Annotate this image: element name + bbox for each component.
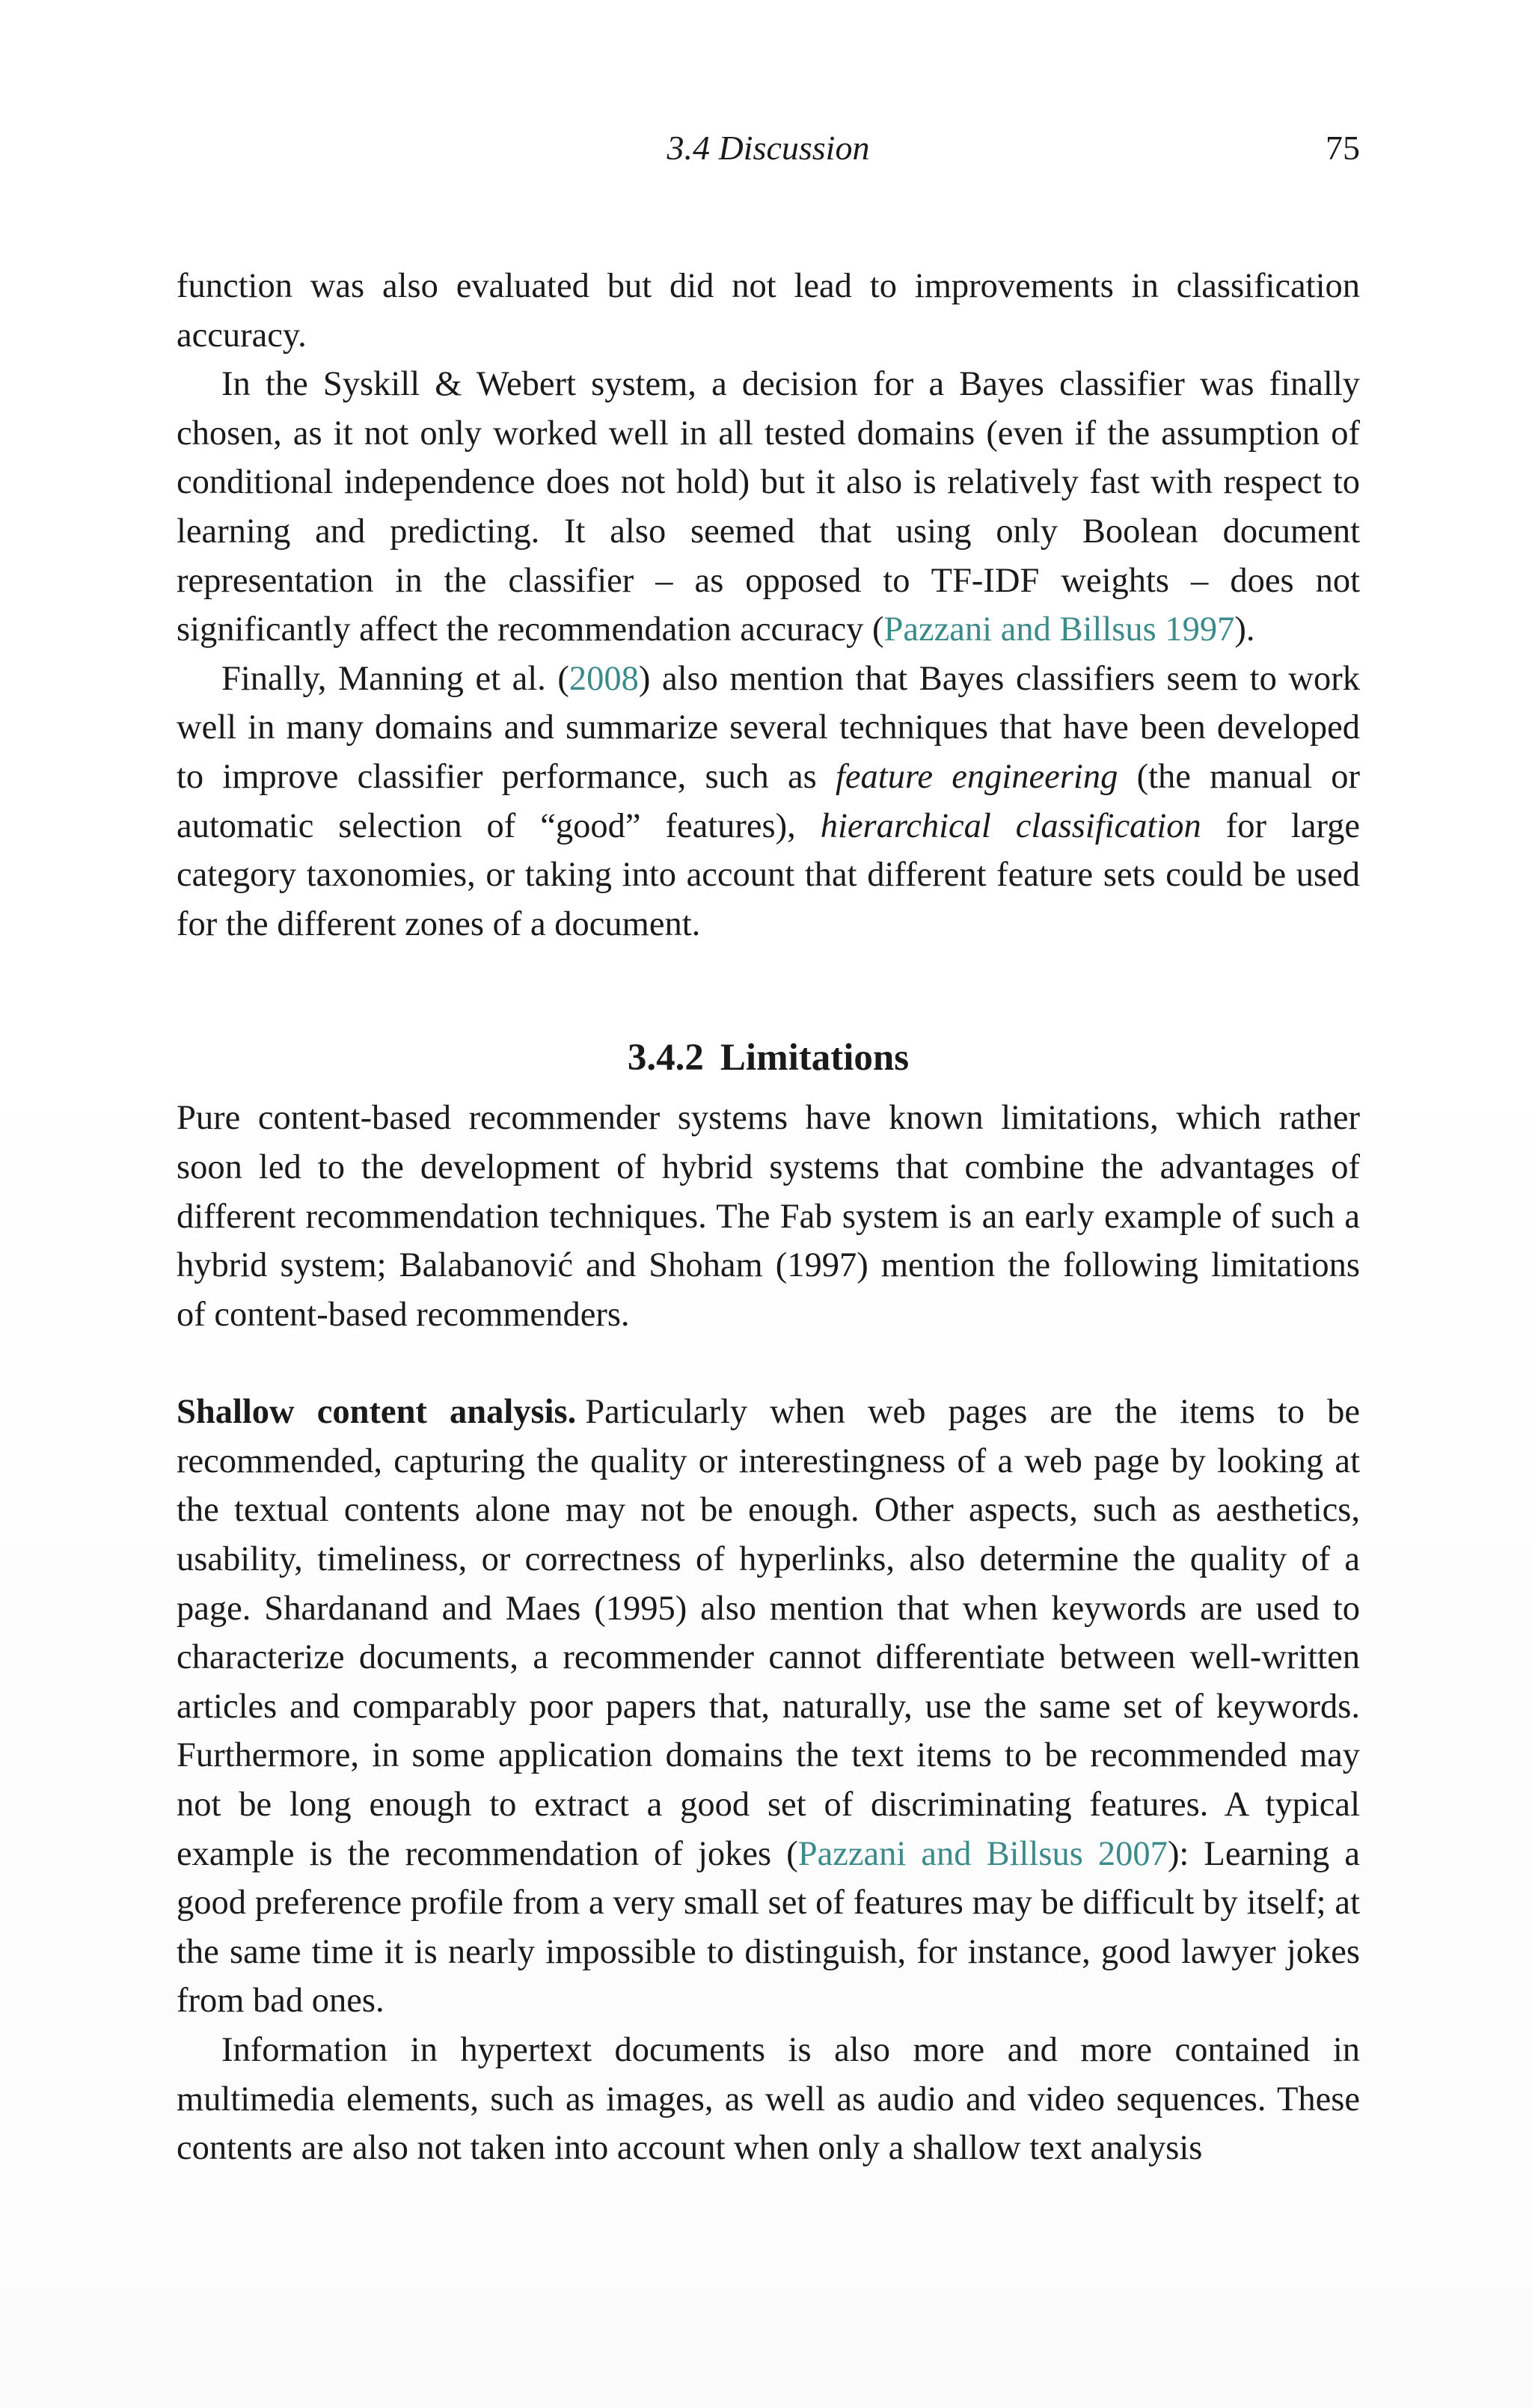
citation-link[interactable]: 2008: [569, 659, 639, 698]
section-heading: [177, 1029, 1360, 1086]
paragraph-text: for large category taxonomies, or taking into account that different feature sets could be used for the different zones of a document.: [177, 806, 1361, 943]
paragraph-text: function was also evaluated but did not lead to improvements in classification accuracy.: [177, 267, 1360, 355]
run-in-heading: Shallow content analysis.: [177, 1393, 577, 1432]
paragraph-continued: [177, 262, 1360, 360]
paragraph-text: ).: [1234, 610, 1255, 649]
paragraph-text: Pure content-based recommender systems have known limitations, which rather soon led to the development of hybrid systems that combine the advantages of different recommendation techniques. The Fab system is an early example of such a hybrid system; Balabanović and Shoham (1997) mention the following limitations of content-based recommenders.: [177, 1099, 1360, 1334]
paragraph-text: Information in hypertext documents is also more and more contained in multimedia elements, such as images, as well as audio and video sequences. These contents are also not taken into account when only a shallow text analysis: [177, 2031, 1360, 2168]
section-number: 3.4.2: [627, 1037, 704, 1079]
paragraph-text: Finally, Manning et al. (: [221, 659, 569, 698]
paragraph-text: ): Learning a good preference profile from a very small set of features may be difficult by itself; at the same time it is nearly impossible to distinguish, for instance, good lawyer jokes from bad ones.: [177, 1834, 1360, 2021]
paragraph-multimedia: [177, 2026, 1360, 2173]
page-body: [177, 262, 1360, 2173]
paragraph-text: ) also mention that Bayes classifiers seem to work well in many domains and summarize several techniques that have been developed to improve classifier performance, such as: [177, 659, 1360, 796]
paragraph-shallow-content: [177, 1388, 1360, 2026]
section-title: Limitations: [720, 1037, 910, 1079]
paragraph-text: (the manual or automatic selection of “good” features),: [177, 757, 1360, 845]
emphasis-term: hierarchical classification: [820, 806, 1201, 845]
paragraph-syskill-webert: [177, 360, 1360, 655]
running-title: 3.4 Discussion: [667, 129, 870, 167]
paragraph-manning: [177, 655, 1360, 949]
running-header: [177, 126, 1360, 171]
citation-link[interactable]: Pazzani and Billsus 2007: [797, 1834, 1168, 1873]
paragraph-text: In the Syskill & Webert system, a decision for a Bayes classifier was finally chosen, as it not only worked well in all tested domains (even if the assumption of conditional independence does not hold) but it also is relatively fast with respect to learning and predicting. It also seemed that using only Boolean document representation in the classifier – as opposed to TF-IDF weights – does not significantly affect the recommendation accuracy (: [177, 365, 1360, 649]
citation-link[interactable]: Pazzani and Billsus 1997: [883, 610, 1235, 649]
paragraph-limitations-intro: [177, 1094, 1360, 1339]
emphasis-term: feature engineering: [836, 757, 1118, 796]
page-number: 75: [1326, 129, 1360, 167]
paragraph-text: Particularly when web pages are the items to be recommended, capturing the quality or interestingness of a web page by looking at the textual contents alone may not be enough. Other aspects, such as aesthetics, usability, timeliness, or correctness of hyperlinks, also determine the quality of a page. Shardanand and Maes (1995) also mention that when keywords are used to characterize documents, a recommender cannot differentiate between well-written articles and comparably poor papers that, naturally, use the same set of keywords. Furthermore, in some application domains the text items to be recommended may not be long enough to extract a good set of discriminating features. A typical example is the recommendation of jokes (: [177, 1393, 1360, 1873]
